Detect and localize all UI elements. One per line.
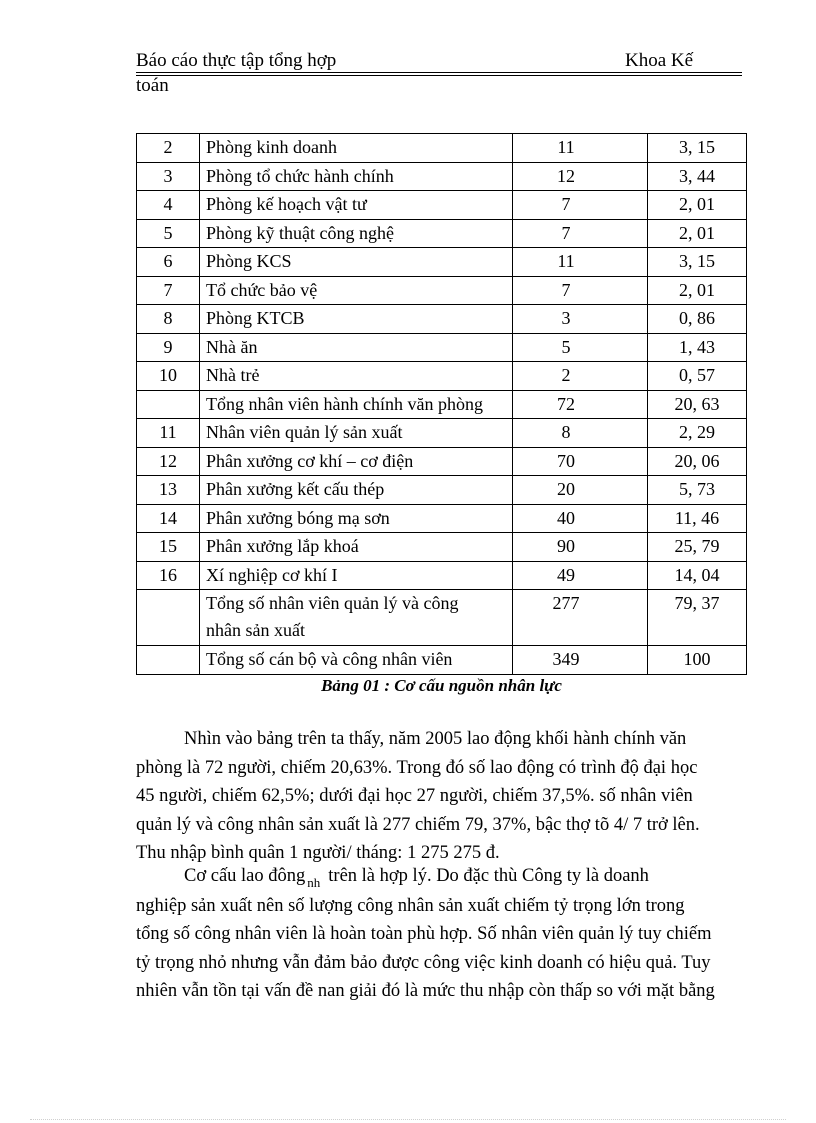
department-name-line: Tổng số nhân viên quản lý và công (206, 593, 459, 613)
staff-percentage: 2, 01 (648, 219, 747, 248)
department-name: Phòng KTCB (200, 305, 513, 334)
row-number (137, 646, 200, 675)
row-number: 13 (137, 476, 200, 505)
department-name: Phòng tổ chức hành chính (200, 162, 513, 191)
paragraph-line: quản lý và công nhân sản xuất là 277 chiếm 79, 37%, bậc thợ tõ 4/ 7 trở lên. (136, 814, 700, 835)
department-name: Phòng kế hoạch vật tư (200, 191, 513, 220)
faculty-label-continuation: toán (136, 75, 169, 96)
table-row (137, 276, 747, 305)
table-row (137, 447, 747, 476)
report-title: Báo cáo thực tập tổng hợp (136, 50, 337, 71)
faculty-label: Khoa Kế (625, 50, 694, 71)
table-row (137, 476, 747, 505)
department-name: Phòng KCS (200, 248, 513, 277)
row-number: 15 (137, 533, 200, 562)
table-row (137, 362, 747, 391)
department-name: Nhân viên quản lý sản xuất (200, 419, 513, 448)
department-name: Nhà ăn (200, 333, 513, 362)
paragraph-line: nghiệp sản xuất nên số lượng công nhân sản xuất chiếm tỷ trọng lớn trong (136, 895, 685, 916)
paragraph-structure (136, 862, 740, 1006)
paragraph-line: tỷ trọng nhỏ nhưng vẫn đảm bảo được công việc kinh doanh có hiệu quả. Tuy (136, 952, 711, 973)
table-row (137, 219, 747, 248)
staff-percentage: 79, 37 (648, 590, 747, 646)
staff-count: 12 (513, 162, 648, 191)
table-row (137, 504, 747, 533)
row-number: 14 (137, 504, 200, 533)
department-name: Tổng số cán bộ và công nhân viên (200, 646, 513, 675)
staff-structure-table (136, 133, 747, 675)
paragraph-text: trên là hợp lý. Do đặc thù Công ty là doanh (328, 866, 649, 886)
row-number: 7 (137, 276, 200, 305)
staff-count: 40 (513, 504, 648, 533)
row-number: 11 (137, 419, 200, 448)
department-name: Phân xưởng lắp khoá (200, 533, 513, 562)
staff-percentage: 100 (648, 646, 747, 675)
department-name: Tổ chức bảo vệ (200, 276, 513, 305)
staff-percentage: 11, 46 (648, 504, 747, 533)
table-row (137, 162, 747, 191)
department-name: Phân xưởng cơ khí – cơ điện (200, 447, 513, 476)
staff-count: 11 (513, 248, 648, 277)
department-name: Tổng nhân viên hành chính văn phòng (200, 390, 513, 419)
staff-count: 277 (513, 590, 648, 646)
row-number: 9 (137, 333, 200, 362)
row-number: 12 (137, 447, 200, 476)
paragraph-line: Thu nhập bình quân 1 người/ tháng: 1 275 275 đ. (136, 843, 500, 863)
staff-percentage: 25, 79 (648, 533, 747, 562)
page-bottom-border (30, 1119, 786, 1120)
staff-count: 70 (513, 447, 648, 476)
department-name: Phân xưởng bóng mạ sơn (200, 504, 513, 533)
staff-count: 2 (513, 362, 648, 391)
table-row (137, 134, 747, 163)
department-name: Phân xưởng kết cấu thép (200, 476, 513, 505)
staff-count: 7 (513, 219, 648, 248)
staff-percentage: 3, 15 (648, 248, 747, 277)
table-caption: Bảng 01 : Cơ cấu nguồn nhân lực (321, 676, 562, 695)
header-divider (136, 72, 742, 73)
department-name (200, 590, 513, 646)
subscript-fragment: nh (307, 875, 321, 890)
staff-percentage: 3, 44 (648, 162, 747, 191)
staff-percentage: 20, 06 (648, 447, 747, 476)
paragraph-text: Cơ cấu lao đông (184, 866, 306, 886)
staff-percentage: 20, 63 (648, 390, 747, 419)
table-row (137, 191, 747, 220)
paragraph-analysis (136, 725, 740, 868)
paragraph-line: phòng là 72 người, chiếm 20,63%. Trong đó số lao động có trình độ đại học (136, 757, 698, 778)
table-row (137, 533, 747, 562)
row-number: 10 (137, 362, 200, 391)
row-number: 4 (137, 191, 200, 220)
staff-count: 7 (513, 191, 648, 220)
staff-count: 5 (513, 333, 648, 362)
staff-percentage: 2, 01 (648, 191, 747, 220)
staff-percentage: 0, 86 (648, 305, 747, 334)
staff-count: 349 (513, 646, 648, 675)
table-row-grand-total (137, 646, 747, 675)
row-number: 16 (137, 561, 200, 590)
row-number (137, 390, 200, 419)
table-row (137, 419, 747, 448)
staff-count: 72 (513, 390, 648, 419)
staff-count: 3 (513, 305, 648, 334)
staff-count: 11 (513, 134, 648, 163)
table-row-production-total (137, 590, 747, 646)
department-name: Phòng kinh doanh (200, 134, 513, 163)
staff-count: 49 (513, 561, 648, 590)
row-number (137, 590, 200, 646)
department-name-line: nhân sản xuất (206, 620, 305, 640)
table-row (137, 390, 747, 419)
paragraph-line: Nhìn vào bảng trên ta thấy, năm 2005 lao động khối hành chính văn (184, 729, 687, 749)
staff-count: 8 (513, 419, 648, 448)
staff-count: 20 (513, 476, 648, 505)
staff-percentage: 14, 04 (648, 561, 747, 590)
staff-percentage: 0, 57 (648, 362, 747, 391)
table-row (137, 305, 747, 334)
row-number: 6 (137, 248, 200, 277)
staff-percentage: 3, 15 (648, 134, 747, 163)
row-number: 8 (137, 305, 200, 334)
header-divider-second (136, 75, 742, 76)
department-name: Nhà trẻ (200, 362, 513, 391)
paragraph-line: 45 người, chiếm 62,5%; dưới đại học 27 người, chiếm 37,5%. số nhân viên (136, 786, 693, 806)
paragraph-line: tổng số công nhân viên là hoàn toàn phù hợp. Số nhân viên quản lý tuy chiếm (136, 924, 712, 944)
table-row (137, 248, 747, 277)
staff-percentage: 1, 43 (648, 333, 747, 362)
staff-count: 90 (513, 533, 648, 562)
paragraph-line (136, 862, 740, 892)
row-number: 2 (137, 134, 200, 163)
staff-percentage: 5, 73 (648, 476, 747, 505)
staff-percentage: 2, 01 (648, 276, 747, 305)
table-row (137, 561, 747, 590)
department-name: Xí nghiệp cơ khí I (200, 561, 513, 590)
staff-percentage: 2, 29 (648, 419, 747, 448)
table-row (137, 333, 747, 362)
staff-count: 7 (513, 276, 648, 305)
paragraph-line: nhiên vẫn tồn tại vấn đề nan giải đó là mức thu nhập còn thấp so với mặt bằng (136, 981, 715, 1001)
row-number: 5 (137, 219, 200, 248)
department-name: Phòng kỹ thuật công nghệ (200, 219, 513, 248)
row-number: 3 (137, 162, 200, 191)
